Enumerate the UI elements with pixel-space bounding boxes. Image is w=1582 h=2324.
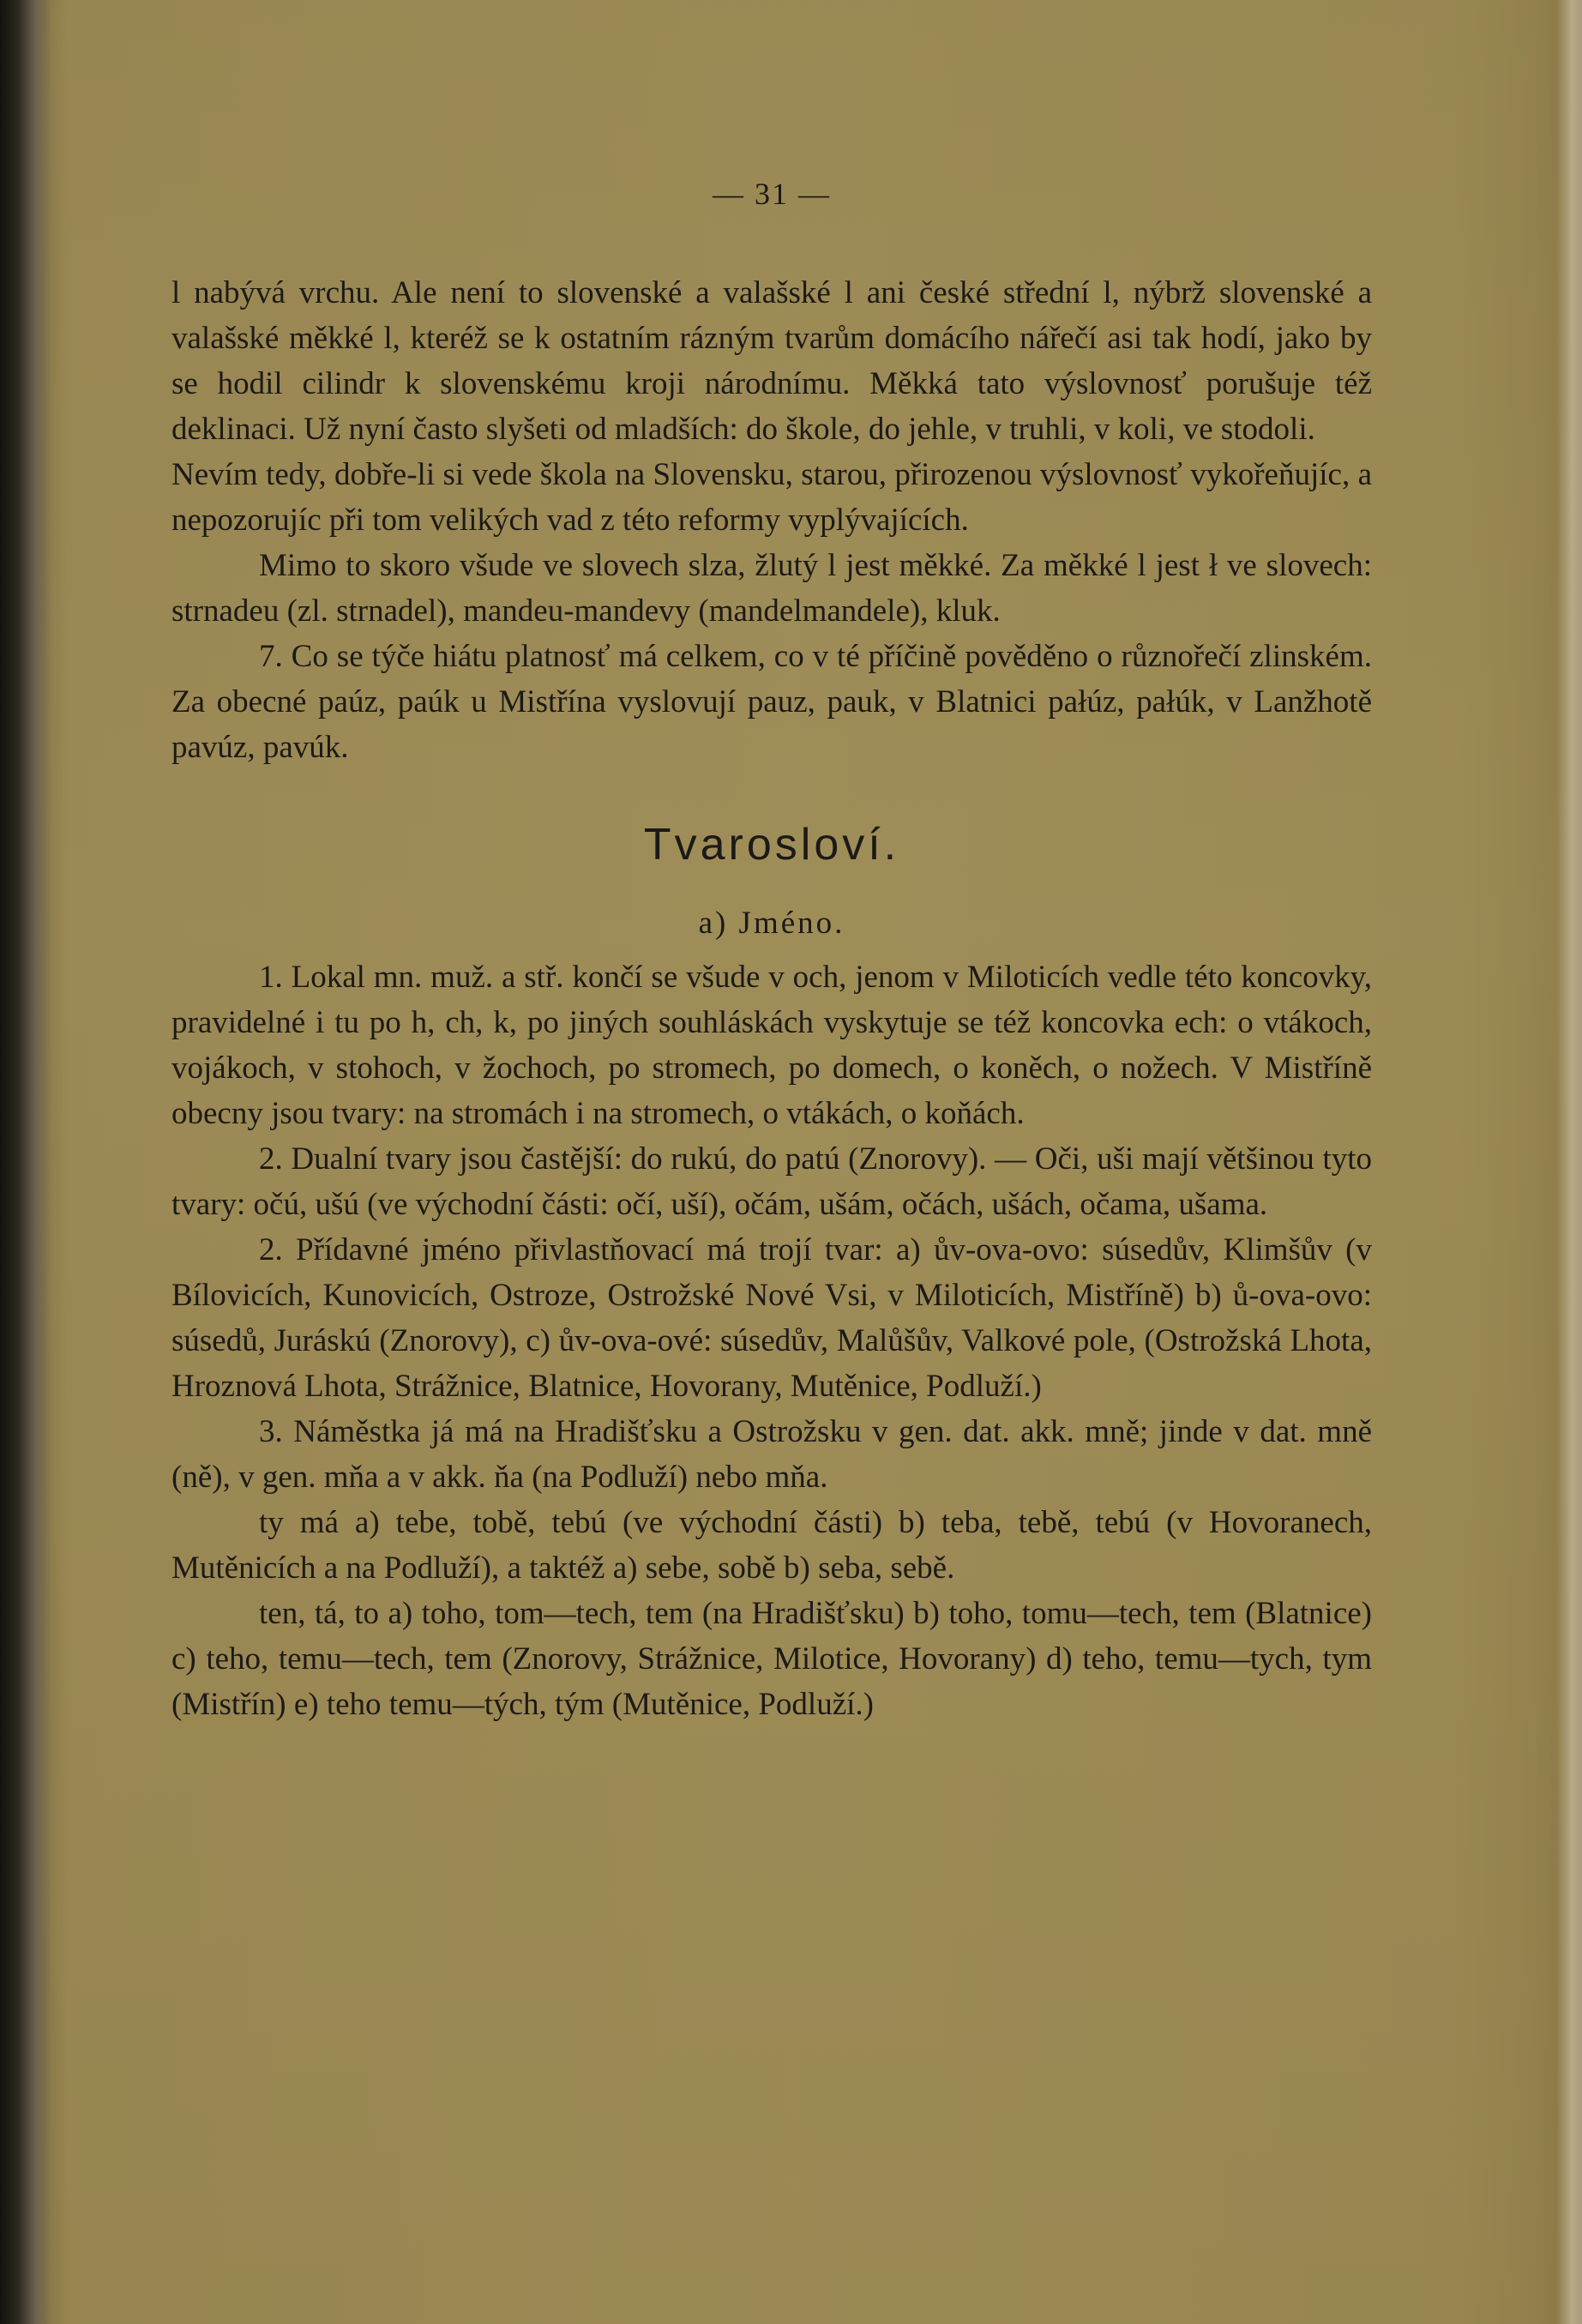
paragraph-9: ty má a) tebe, tobě, tebú (ve východní části) b) teba, tebě, tebú (v Hovoranech, Mutěnicích a na Podluží), a taktéž a) sebe, sobě b) seba, sebě. xyxy=(171,1505,1372,1586)
paragraph-8: 3. Náměstka já má na Hradišťsku a Ostrožsku v gen. dat. akk. mně; jinde v dat. mně (ně), v gen. mňa a v akk. ňa (na Podluží) nebo mňa. xyxy=(171,1414,1372,1495)
paragraph-5: 1. Lokal mn. muž. a stř. končí se všude v och, jenom v Miloticích vedle této koncovky, pravidelné i tu po h, ch, k, po jiných souhláskách vyskytuje se též koncovka ech: o vtákoch, vojákoch, v stohoch, v žochoch, po stromech, po domech, o koněch, o nožech. V Mistříně obecny jsou tvary: na stromách i na stromech, o vtákách, o koňách. xyxy=(171,960,1372,1131)
paragraph-2: Nevím tedy, dobře-li si vede škola na Slovensku, starou, přirozenou výslovnosť vykořeňujíc, a nepozorujíc při tom velikých vad z této reformy vyplývajících. xyxy=(171,457,1372,538)
paragraph-1: l nabývá vrchu. Ale není to slovenské a valašské l ani české střední l, nýbrž slovenské a valašské měkké l, kteréž se k ostatním rázným tvarům domácího nářečí asi tak hodí, jako by se hodil cilindr k slovenskému kroji národnímu. Měkká tato výslovnosť porušuje též deklinaci. Už nyní často slyšeti od mladších: do škole, do jehle, v truhli, v koli, ve stodoli. xyxy=(171,275,1372,447)
paragraph-3: Mimo to skoro všude ve slovech slza, žlutý l jest měkké. Za měkké l jest ł ve slovech: strnadeu (zl. strnadel), mandeu-mandevy (mandelmandele), kluk. xyxy=(171,548,1372,629)
section-heading: Tvarosloví. xyxy=(643,820,900,870)
section-subheading: a) Jméno. xyxy=(698,906,845,941)
paragraph-6: 2. Dualní tvary jsou častější: do rukú, do patú (Znorovy). — Oči, uši mají většinou tyto tvary: očú, ušú (ve východní části: očí, uší), očám, ušám, očách, ušách, očama, ušama. xyxy=(171,1141,1372,1222)
text-block xyxy=(171,172,1372,1727)
paragraph-10: ten, tá, to a) toho, tom—tech, tem (na Hradišťsku) b) toho, tomu—tech, tem (Blatnice) c) teho, temu—tech, tem (Znorovy, Strážnice, Milotice, Hovorany) d) teho, temu—tych, tym (Mistřín) e) teho temu—tých, tým (Mutěnice, Podluží.) xyxy=(171,1596,1372,1722)
page-number: — 31 — xyxy=(713,177,831,211)
page-binding-shadow xyxy=(0,0,51,2324)
paragraph-4: 7. Co se týče hiátu platnosť má celkem, co v té příčině pověděno o různořečí zlinském. Za obecné paúz, paúk u Mistřína vyslovují pauz, pauk, v Blatnici pałúz, pałúk, v Lanžhotě pavúz, pavúk. xyxy=(171,639,1372,765)
paragraph-7: 2. Přídavné jméno přivlastňovací má trojí tvar: a) ův-ova-ovo: súsedův, Klimšův (v Bílovicích, Kunovicích, Ostroze, Ostrožské Nové Vsi, v Miloticích, Mistříně) b) ů-ova-ovo: súsedů, Juráskú (Znorovy), c) ův-ova-ové: súsedův, Malůšův, Valkové pole, (Ostrožská Lhota, Hroznová Lhota, Strážnice, Blatnice, Hovorany, Mutěnice, Podluží.) xyxy=(171,1232,1372,1404)
page-edge xyxy=(1556,0,1582,2324)
